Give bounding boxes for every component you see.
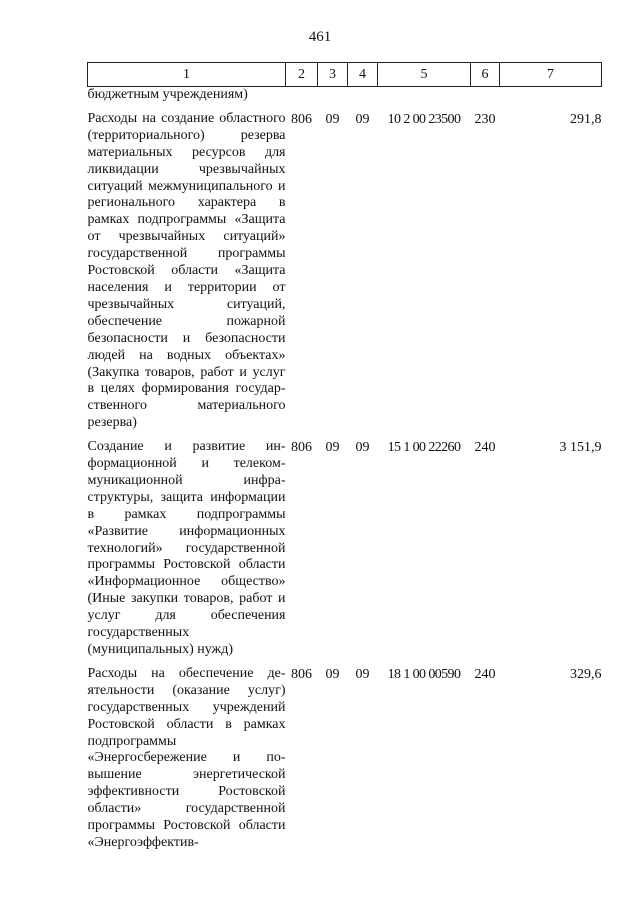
table-row	[88, 436, 602, 663]
continuation-row	[88, 87, 602, 108]
column-header-1: 1	[88, 63, 286, 87]
continuation-text: бюджетным учреждениям)	[87, 87, 248, 102]
row-target-article: 10 2 00 23500	[387, 111, 461, 127]
column-header-6: 6	[471, 63, 500, 87]
row-description: Расходы на создание областного (территориального) резерва материальных ресурсов для ликвидации чрезвычайных ситуаций межмуниципального и регионального характера в рамках подпрограммы «Защита от чрезвычайных ситуаций» государственной программы Ростовской области «Защита населения и территории от чрезвычайных ситуаций, обеспечение пожарной безопасности и безопасности людей на водных объектах» (Закупка товаров, работ и услуг в целях формирования государственного материального резерва)	[87, 110, 286, 431]
row-code-ministry: 806	[291, 111, 312, 127]
table-header-row	[88, 63, 602, 87]
row-target-article: 18 1 00 00590	[387, 666, 461, 682]
row-amount: 329,6	[570, 666, 602, 682]
row-expense-type: 240	[474, 666, 496, 682]
row-code-subsection: 09	[355, 111, 370, 127]
column-header-2: 2	[286, 63, 318, 87]
row-description: Расходы на обеспечение деятельности (оказание услуг) государственных учреждений Ростовской области в рамках подпрограммы «Энергосбережение и повышение энергетической эффективности Ростовской области» государственной программы Ростовской области «Энергоэффектив-	[87, 665, 286, 850]
table-row	[88, 108, 602, 436]
row-code-subsection: 09	[355, 440, 370, 456]
row-description: Создание и развитие информационной и телекоммуникационной инфраструктуры, защита информации в рамках подпрограммы «Развитие информационных технологий» государственной программы Ростовской области «Информационное общество» (Иные закупки товаров, работ и услуг для обеспечения государственных (муниципальных) нужд)	[87, 439, 286, 657]
row-code-subsection: 09	[355, 666, 370, 682]
row-target-article: 15 1 00 22260	[387, 440, 461, 456]
row-expense-type: 240	[474, 440, 496, 456]
row-expense-type: 230	[474, 111, 496, 127]
column-header-4: 4	[348, 63, 378, 87]
row-code-section: 09	[325, 666, 340, 682]
column-header-7: 7	[500, 63, 602, 87]
row-code-section: 09	[325, 440, 340, 456]
page-number: 461	[308, 29, 332, 45]
column-header-3: 3	[318, 63, 348, 87]
budget-table	[87, 62, 602, 856]
table-row	[88, 663, 602, 856]
row-amount: 3 151,9	[559, 440, 602, 456]
row-code-section: 09	[325, 111, 340, 127]
row-amount: 291,8	[570, 111, 602, 127]
column-header-5: 5	[378, 63, 471, 87]
row-code-ministry: 806	[291, 440, 312, 456]
row-code-ministry: 806	[291, 666, 312, 682]
